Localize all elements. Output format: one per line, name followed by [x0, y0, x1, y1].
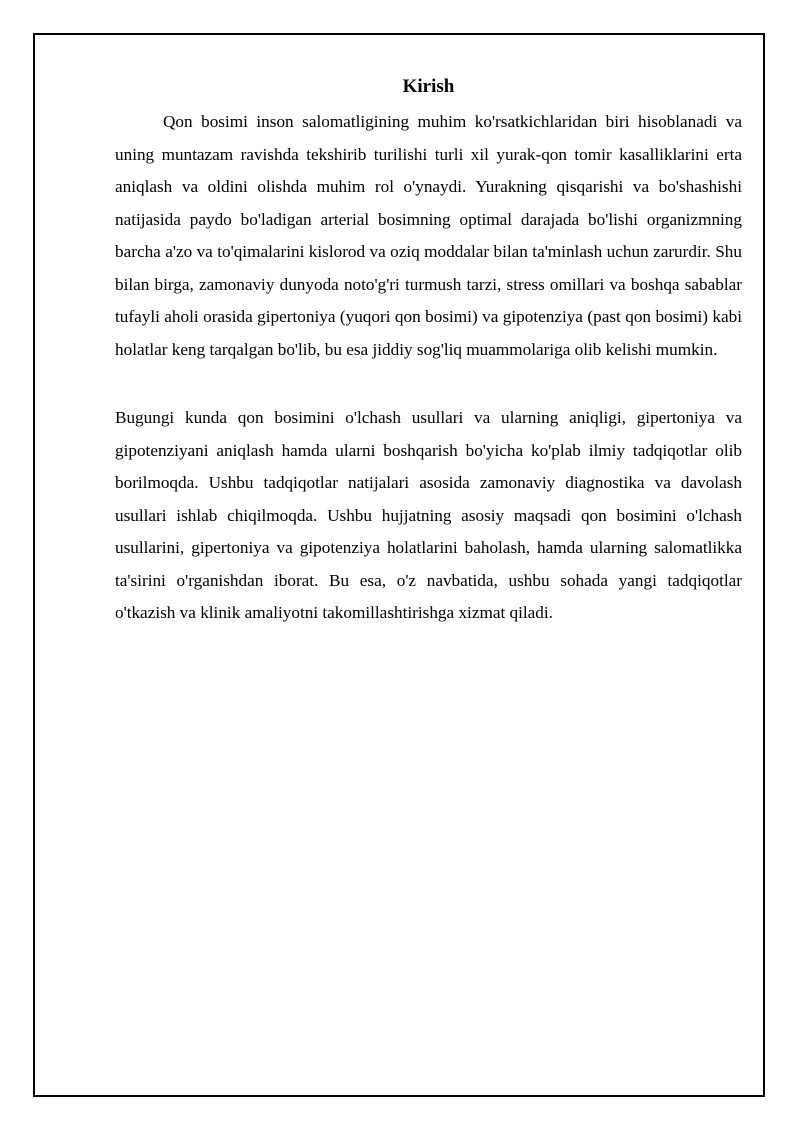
- section-title: Kirish: [402, 76, 455, 97]
- document-body: [115, 74, 742, 630]
- paragraph-intro: Qon bosimi inson salomatligining muhim ko'rsatkichlaridan biri hisoblanadi va uning muntazam ravishda tekshirib turilishi turli xil yurak-qon tomir kasalliklarini erta aniqlash va oldini olishda muhim rol o'ynaydi. Yurakning qisqarishi va bo'shashishi natijasida paydo bo'ladigan arterial bosimning optimal darajada bo'lishi organizmning barcha a'zo va to'qimalarini kislorod va oziq moddalar bilan ta'minlash uchun zarurdir. Shu bilan birga, zamonaviy dunyoda noto'g'ri turmush tarzi, stress omillari va boshqa sabablar tufayli aholi orasida gipertoniya (yuqori qon bosimi) va gipotenziya (past qon bosimi) kabi holatlar keng tarqalgan bo'lib, bu esa jiddiy sog'liq muammolariga olib kelishi mumkin.: [115, 112, 742, 359]
- paragraph-purpose: Bugungi kunda qon bosimini o'lchash usullari va ularning aniqligi, gipertoniya va gipotenziyani aniqlash hamda ularni boshqarish bo'yicha ko'plab ilmiy tadqiqotlar olib borilmoqda. Ushbu tadqiqotlar natijalari asosida zamonaviy diagnostika va davolash usullari ishlab chiqilmoqda. Ushbu hujjatning asosiy maqsadi qon bosimini o'lchash usullarini, gipertoniya va gipotenziya holatlarini baholash, hamda ularning salomatlikka ta'sirini o'rganishdan iborat. Bu esa, o'z navbatida, ushbu sohada yangi tadqiqotlar o'tkazish va klinik amaliyotni takomillashtirishga xizmat qiladi.: [115, 408, 742, 622]
